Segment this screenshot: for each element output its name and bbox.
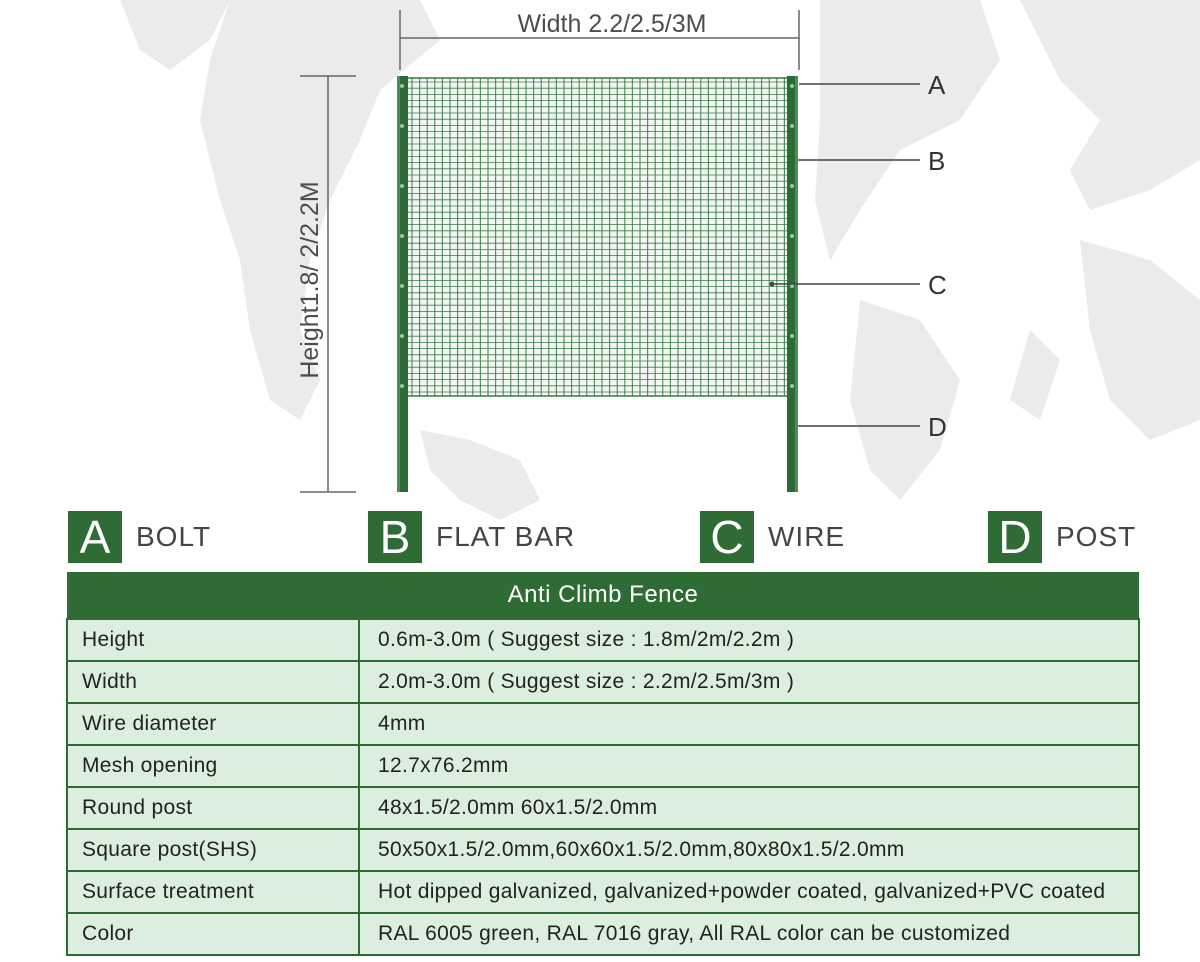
bolt-icon — [790, 184, 794, 188]
bolt-icon — [790, 334, 794, 338]
bolt-icon — [400, 84, 404, 88]
legend-letter: C — [700, 511, 754, 563]
table-row — [67, 619, 1139, 661]
table-row — [67, 787, 1139, 829]
row-value: 4mm — [359, 703, 1139, 745]
table-row — [67, 745, 1139, 787]
callout-d: D — [928, 412, 947, 442]
row-label: Color — [67, 913, 359, 955]
bolt-icon — [790, 84, 794, 88]
spec-table — [66, 572, 1140, 956]
row-value: 48x1.5/2.0mm 60x1.5/2.0mm — [359, 787, 1139, 829]
callout-c: C — [928, 270, 947, 300]
table-row — [67, 871, 1139, 913]
legend-label: BOLT — [136, 521, 212, 552]
width-label: Width 2.2/2.5/3M — [517, 10, 707, 38]
bolt-icon — [400, 384, 404, 388]
callout-b: B — [928, 146, 946, 176]
bolt-icon — [790, 124, 794, 128]
row-label: Wire diameter — [67, 703, 359, 745]
row-label: Square post(SHS) — [67, 829, 359, 871]
legend-label: POST — [1056, 521, 1137, 552]
table-title: Anti Climb Fence — [67, 572, 1139, 619]
legend-label: WIRE — [768, 521, 846, 552]
legend-label: FLAT BAR — [436, 521, 576, 552]
fence-panel — [404, 78, 792, 396]
row-label: Height — [67, 619, 359, 661]
row-label: Round post — [67, 787, 359, 829]
bolt-icon — [400, 334, 404, 338]
table-row — [67, 913, 1139, 955]
row-value: Hot dipped galvanized, galvanized+powder coated, galvanized+PVC coated — [359, 871, 1139, 913]
legend-item-post — [988, 511, 1136, 563]
bolt-icon — [400, 184, 404, 188]
bolt-icon — [400, 234, 404, 238]
row-value: 0.6m-3.0m ( Suggest size : 1.8m/2m/2.2m ) — [359, 619, 1139, 661]
legend-letter: D — [988, 511, 1042, 563]
legend-letter: B — [368, 511, 422, 563]
width-dimension — [400, 10, 799, 70]
table-row — [67, 829, 1139, 871]
table-row — [67, 661, 1139, 703]
bolt-icon — [400, 124, 404, 128]
legend-item-wire — [700, 511, 845, 563]
callout-a: A — [928, 70, 946, 100]
row-value: 2.0m-3.0m ( Suggest size : 2.2m/2.5m/3m ) — [359, 661, 1139, 703]
legend-letter: A — [68, 511, 122, 563]
row-label: Surface treatment — [67, 871, 359, 913]
legend-item-flat-bar — [368, 511, 575, 563]
table-row — [67, 703, 1139, 745]
row-label: Width — [67, 661, 359, 703]
row-label: Mesh opening — [67, 745, 359, 787]
height-label: Height1.8/ 2/2.2M — [296, 181, 324, 379]
row-value: RAL 6005 green, RAL 7016 gray, All RAL color can be customized — [359, 913, 1139, 955]
row-value: 12.7x76.2mm — [359, 745, 1139, 787]
row-value: 50x50x1.5/2.0mm,60x60x1.5/2.0mm,80x80x1.5/2.0mm — [359, 829, 1139, 871]
bolt-icon — [790, 234, 794, 238]
bolt-icon — [790, 384, 794, 388]
legend-item-bolt — [68, 511, 211, 563]
fence-post-left — [397, 76, 408, 492]
bolt-icon — [400, 284, 404, 288]
